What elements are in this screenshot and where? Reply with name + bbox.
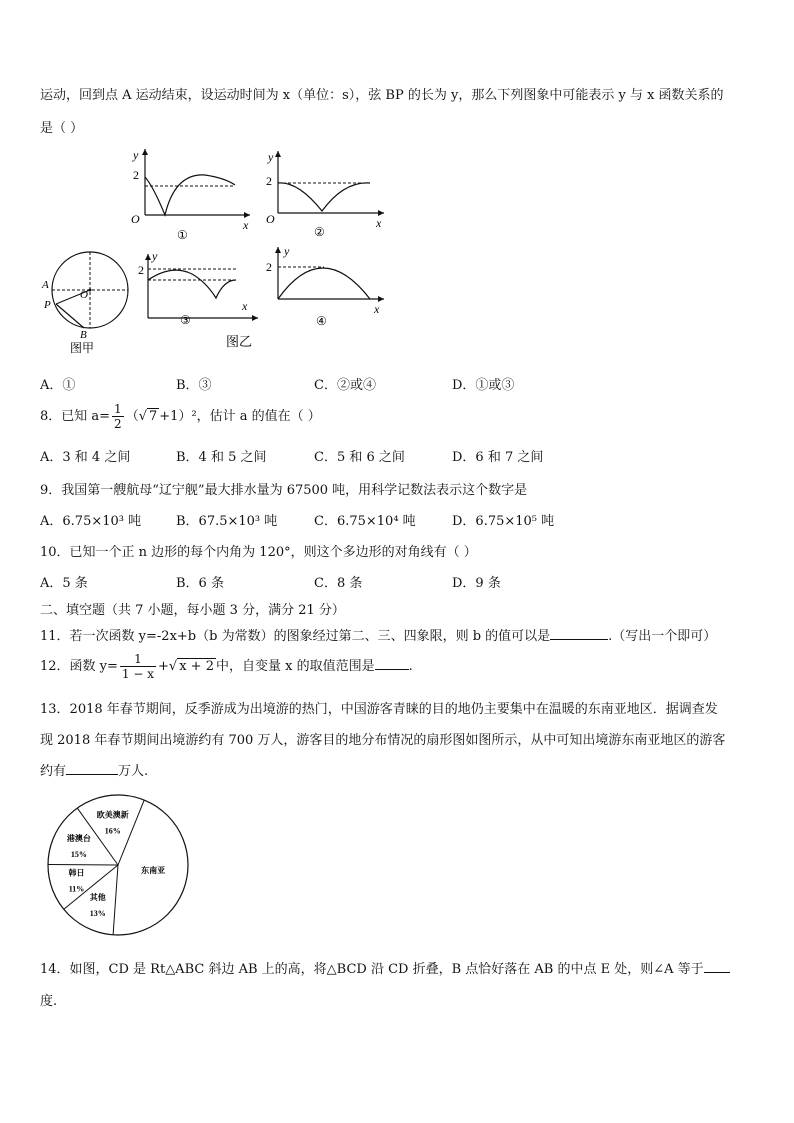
x-axis-label: x [376, 216, 382, 230]
x-axis-label: x [374, 302, 380, 316]
graph-3 [136, 246, 276, 356]
x-axis-label: x [243, 218, 249, 232]
pie-slice-label: 韩日 [68, 868, 85, 878]
q13-line1: 13．2018 年春节期间，反季游成为出境游的热门，中国游客青睐的目的地仍主要集中在温暖的东南亚地区．据调查发 [40, 702, 718, 717]
q14-answer-blank[interactable] [704, 960, 730, 973]
y-axis-label: y [133, 148, 139, 162]
pie-slice-label: 港澳台 [66, 833, 91, 843]
q12-fraction [120, 652, 156, 681]
y-tick-2: 2 [266, 260, 272, 274]
pie-chart [38, 792, 198, 942]
graph-4-number: ④ [316, 314, 327, 328]
q13-line3 [40, 760, 148, 779]
y-axis-label: y [284, 244, 290, 258]
pie-slice-value: 16% [104, 826, 121, 836]
q8-fraction [112, 402, 124, 431]
pie-slice-label: 东南亚 [141, 866, 166, 876]
q12-stem: 12．函数 y= $\frac{1}{1 - x}$ +√ x + 2 中，自变量 x 的取值范围是 . [40, 652, 413, 681]
q8-sqrt-arg: 7 [149, 409, 158, 424]
q12-tail: 中，自变量 x 的取值范围是 [215, 659, 375, 674]
q13-line2: 现 2018 年春节期间出境游约有 700 万人，游客目的地分布情况的扇形图如图所示，从中可知出境游东南亚地区的游客 [40, 733, 726, 748]
q7-option-a[interactable]: A．① [40, 378, 76, 393]
q9-option-b[interactable]: B．67.5×10³ 吨 [176, 514, 278, 529]
section-2-heading: 二、填空题（共 7 小题，每小题 3 分，满分 21 分） [40, 603, 345, 618]
q12-sqrt-arg: x + 2 [179, 659, 214, 674]
y-tick-2: 2 [138, 263, 144, 277]
figure-jia-caption: 图甲 [70, 341, 95, 355]
point-p-label: P [44, 299, 51, 311]
q10-option-c[interactable]: C．8 条 [314, 576, 363, 591]
graph-2 [262, 143, 402, 243]
pie-slice-value: 15% [70, 849, 87, 859]
q11-answer-blank[interactable] [550, 627, 608, 640]
q13-line3-post: 万人. [118, 764, 149, 779]
q14-line2: 度. [40, 994, 58, 1009]
q13-answer-blank[interactable] [66, 762, 118, 775]
q8-prefix: 8．已知 a= [40, 409, 111, 424]
q9-stem: 9．我国第一艘航母“辽宁舰”最大排水量为 67500 吨，用科学记数法表示这个数字是 [40, 483, 528, 498]
graph-2-number: ② [314, 225, 325, 239]
pie-slice-label: 欧美澳新 [96, 810, 129, 820]
pie-slice-value: 11% [68, 884, 85, 894]
q11-stem [40, 625, 716, 644]
figure-yi-caption: 图乙 [226, 334, 253, 349]
circle-figure [38, 248, 138, 358]
q8-stem: 8．已知 a= $\frac{1}{2}$ （√ 7 +1）²，估计 a 的值在（ ） [40, 402, 321, 431]
graph-1 [125, 143, 265, 243]
q10-stem: 10．已知一个正 n 边形的每个内角为 120°，则这个多边形的对角线有（ ） [40, 545, 477, 560]
point-b-label: B [80, 329, 87, 341]
graph-3-number: ③ [180, 313, 191, 327]
q7-option-c[interactable]: C．②或④ [314, 378, 376, 393]
q11-tail: .（写出一个即可） [608, 629, 717, 644]
q9-option-c[interactable]: C．6.75×10⁴ 吨 [314, 514, 416, 529]
pie-slice-value: 13% [89, 909, 106, 919]
q8-frac-num: 1 [114, 402, 122, 416]
q12-end: . [408, 659, 413, 674]
q13-line3-pre: 约有 [40, 764, 67, 779]
q14-text: 14．如图，CD 是 Rt△ABC 斜边 AB 上的高，将△BCD 沿 CD 折叠，B 点恰好落在 AB 的中点 E 处，则∠A 等于 [40, 962, 704, 977]
q12-plus: + [158, 659, 169, 674]
q7-option-b[interactable]: B．③ [176, 378, 212, 393]
q10-option-d[interactable]: D．9 条 [452, 576, 501, 591]
q7-option-d[interactable]: D．①或③ [452, 378, 515, 393]
q12-frac-num: 1 [120, 652, 156, 667]
q12-prefix: 12．函数 y= [40, 659, 118, 674]
x-axis-label: x [242, 299, 248, 313]
q14-line1 [40, 958, 730, 977]
q8-option-c[interactable]: C．5 和 6 之间 [314, 450, 405, 465]
y-tick-2: 2 [133, 168, 139, 182]
q8-option-d[interactable]: D．6 和 7 之间 [452, 450, 544, 465]
q8-mid1: （ [125, 409, 139, 424]
origin-label: O [266, 212, 275, 226]
q9-option-a[interactable]: A．6.75×10³ 吨 [40, 514, 142, 529]
q9-option-d[interactable]: D．6.75×10⁵ 吨 [452, 514, 555, 529]
q8-frac-den: 2 [114, 417, 122, 431]
point-o-label: O [80, 289, 88, 301]
q10-option-b[interactable]: B．6 条 [176, 576, 224, 591]
y-axis-label: y [152, 249, 158, 263]
graph-4 [262, 243, 402, 333]
q10-option-a[interactable]: A．5 条 [40, 576, 88, 591]
q7-line2: 是（ ） [40, 121, 84, 136]
q8-option-a[interactable]: A．3 和 4 之间 [40, 450, 131, 465]
y-axis-label: y [268, 150, 274, 164]
q11-text: 11．若一次函数 y=-2x+b（b 为常数）的图象经过第二、三、四象限，则 b 的值可以是 [40, 629, 551, 644]
point-a-label: A [42, 279, 49, 291]
q8-option-b[interactable]: B．4 和 5 之间 [176, 450, 267, 465]
y-tick-2: 2 [266, 174, 272, 188]
q12-frac-den: 1 − x [121, 667, 155, 681]
origin-label: O [131, 212, 140, 226]
q8-mid2: +1）²，估计 a 的值在（ ） [159, 409, 321, 424]
graph-1-number: ① [177, 228, 188, 242]
q7-line1: 运动，回到点 A 运动结束，设运动时间为 x（单位：s），弦 BP 的长为 y，那么下列图象中可能表示 y 与 x 函数关系的 [40, 88, 724, 103]
q12-answer-blank[interactable] [375, 657, 409, 670]
pie-slice-label: 其他 [89, 893, 106, 903]
pie-slice-edge [48, 865, 118, 866]
